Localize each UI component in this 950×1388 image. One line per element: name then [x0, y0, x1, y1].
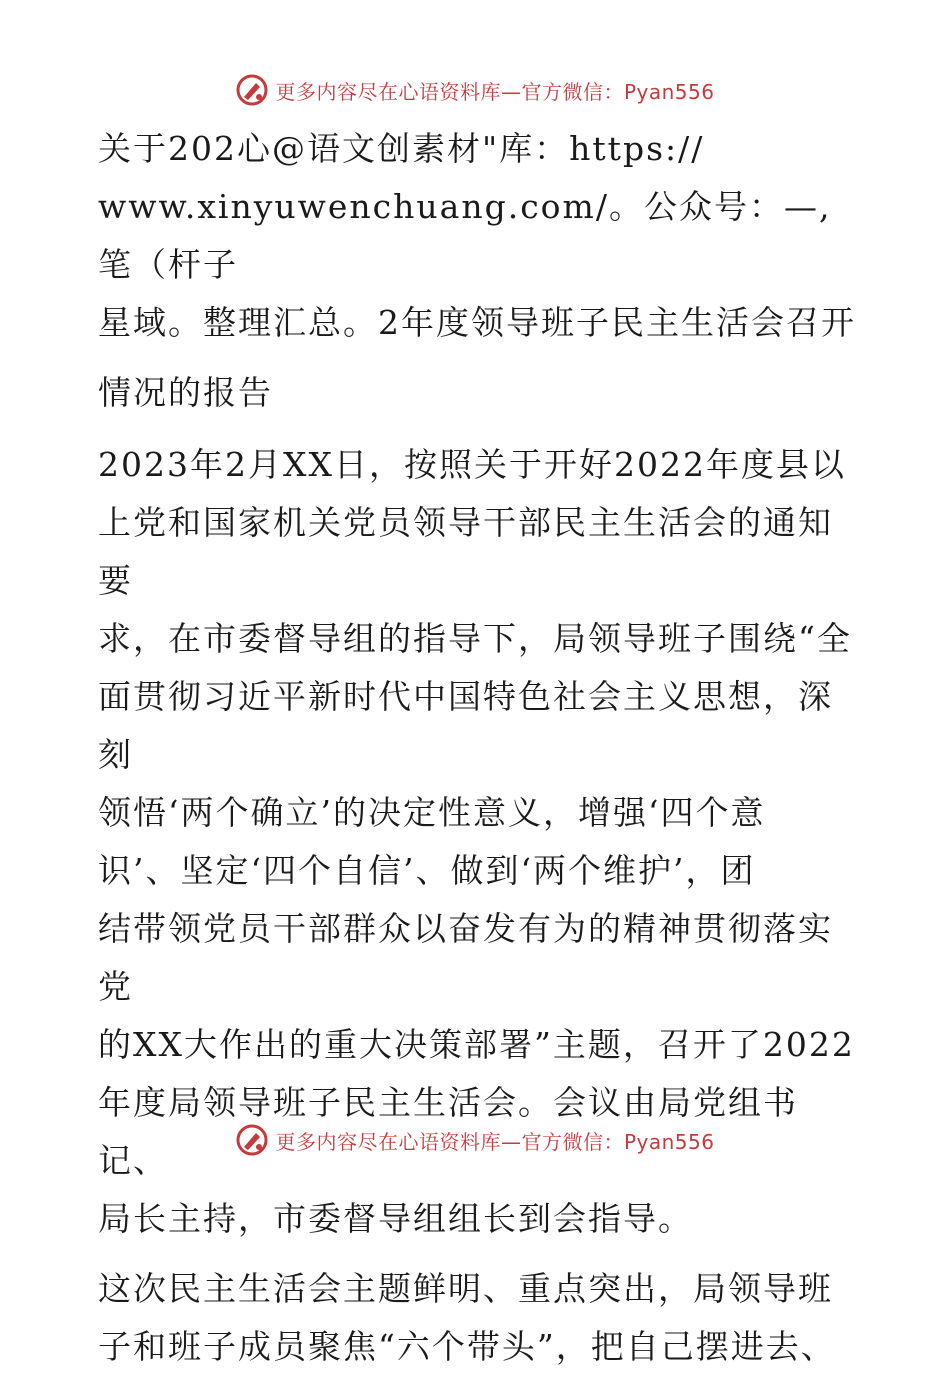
document-title: 情况的报告 [98, 373, 273, 412]
text-line: www.xinyuwenchuang.com/。公众号：—,笔（杆子 [98, 187, 832, 284]
watermark-footer [0, 1120, 950, 1160]
text-line: 子和班子成员聚焦“六个带头”，把自己摆进去、 [98, 1327, 836, 1366]
text-line: 2023年2月XX日，按照关于开好2022年度县以 [98, 445, 846, 484]
text-line: 关于202心@语文创素材"库：https:// [98, 129, 705, 168]
logo-icon [235, 73, 269, 107]
text-line: 识’、坚定‘四个自信’、做到‘两个维护’，团 [98, 851, 756, 890]
text-line: 领悟‘两个确立’的决定性意义，增强‘四个意 [98, 793, 766, 832]
watermark-text: 更多内容尽在心语资料库—官方微信：Pyan556 [275, 79, 715, 104]
text-line: 局长主持，市委督导组组长到会指导。 [98, 1199, 693, 1238]
document-body [98, 120, 858, 1388]
watermark-header [0, 70, 950, 110]
text-line: 星域。整理汇总。2年度领导班子民主生活会召开 [98, 303, 856, 342]
body-paragraph-2 [98, 1260, 858, 1376]
text-line: 面贯彻习近平新时代中国特色社会主义思想，深刻 [98, 677, 833, 774]
text-line: 上党和国家机关党员领导干部民主生活会的通知要 [98, 503, 833, 600]
text-line: 年度局领导班子民主生活会。会议由局党组书记、 [98, 1083, 798, 1180]
watermark-text: 更多内容尽在心语资料库—官方微信：Pyan556 [275, 1129, 715, 1154]
text-line: 结带领党员干部群众以奋发有为的精神贯彻落实党 [98, 909, 833, 1006]
text-line: 这次民主生活会主题鲜明、重点突出，局领导班 [98, 1269, 833, 1308]
text-line: 的XX大作出的重大决策部署”主题，召开了2022 [98, 1025, 855, 1064]
logo-icon [235, 1123, 269, 1157]
header-paragraph [98, 120, 858, 352]
text-line: 求，在市委督导组的指导下，局领导班子围绕“全 [98, 619, 852, 658]
